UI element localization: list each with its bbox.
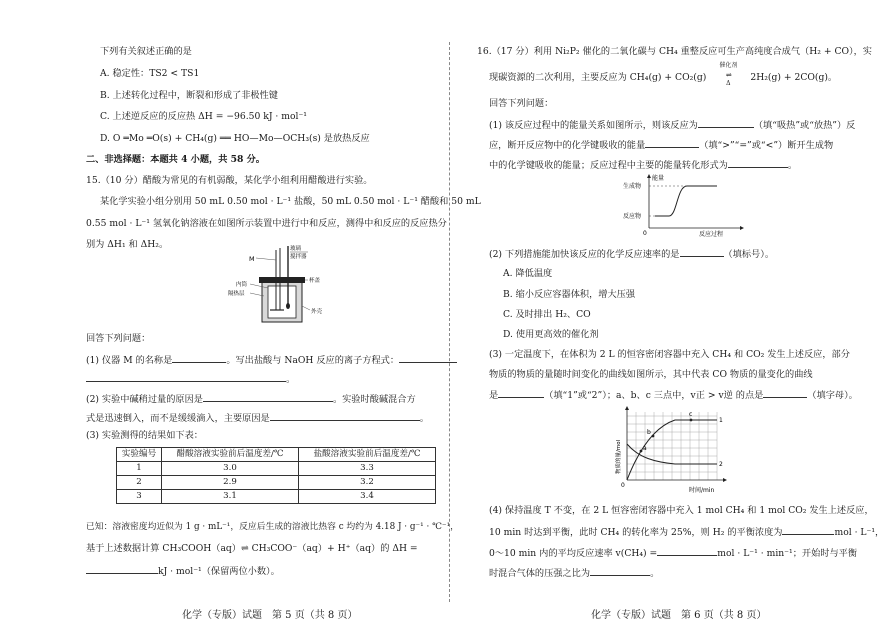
q15-known-line1: 已知：溶液密度均近似为 1 g · mL⁻¹，反应后生成的溶液比热容 c 均约为 4.18 J · g⁻¹ · ℃⁻¹， xyxy=(86,522,459,532)
table-row xyxy=(117,490,436,504)
product-level-label: 生成物 xyxy=(623,183,642,190)
table-header-cell: 实验编号 xyxy=(117,448,162,462)
equilibrium-arrows-icon: ⇌ xyxy=(725,71,731,79)
q15-line4: 别为 ΔH₁ 和 ΔH₂。 xyxy=(86,239,169,250)
results-table xyxy=(116,447,436,504)
reaction-progress-label: 反应过程 xyxy=(699,231,724,238)
q15-line2: 某化学实验小组分别用 50 mL 0.50 mol · L⁻¹ 盐酸，50 mL 0.50 mol · L⁻¹ 醋酸和 50 mL xyxy=(100,196,481,207)
q16-line2 xyxy=(489,62,838,87)
table-header-cell: 醋酸溶液实验前后温度差/℃ xyxy=(162,448,299,462)
q16-line1: 16.（17 分）利用 Ni₂P₂ 催化的二氧化碳与 CH₄ 重整反应可生产高纯度合成气（H₂ + CO），实 xyxy=(477,46,872,57)
q16-sub3-text-c: （填字母）。 xyxy=(807,390,858,401)
q16-sub2-text-a: (2) 下列措施能加快该反应的化学反应速率的是 xyxy=(489,249,680,260)
chart-x-label: 时间/min xyxy=(689,487,715,494)
q16-sub3-text-b: （填“1”或“2”）；a、b、c 三点中，v正 > v逆 的点是 xyxy=(544,390,764,401)
apparatus-label-stirrer-1: 玻璃 xyxy=(290,246,302,252)
q15-sub2-text-a: (2) 实验中碱稍过量的原因是 xyxy=(86,394,203,405)
answer-blank-endo-exo[interactable] xyxy=(698,118,754,128)
q16-sub1-text-e: 中的化学键吸收的能量；反应过程中主要的能量转化形式为 xyxy=(489,160,728,171)
answer-blank-delta-h[interactable] xyxy=(86,564,158,574)
answer-blank-co-curve[interactable] xyxy=(498,388,544,398)
q16-sub2-text-b: （填标号）。 xyxy=(723,249,775,260)
answer-blank-ionic-equation-cont[interactable] xyxy=(86,372,286,382)
answer-blank-excess-base-reason[interactable] xyxy=(203,392,333,402)
q15-sub1-text-b: 。写出盐酸与 NaOH 反应的离子方程式： xyxy=(226,355,400,366)
curve-1-label: 1 xyxy=(719,417,723,424)
q16-sub4-line2 xyxy=(489,525,884,538)
q16-sub4-end: 。 xyxy=(650,568,660,579)
table-row xyxy=(117,462,436,476)
table-cell: 2 xyxy=(117,476,162,490)
q16-sub1-text-d: （填“>”“=”或“<”）断开生成物 xyxy=(699,140,834,151)
q16-sub4-text-c: 0～10 min 内的平均反应速率 v(CH₄) = xyxy=(489,548,658,559)
q16-sub4-text-e: 时混合气体的压强之比为 xyxy=(489,568,591,579)
q14-option-c: C. 上述逆反应的反应热 ΔH = −96.50 kJ · mol⁻¹ xyxy=(100,111,307,122)
q16-sub4-text-a: 10 min 时达到平衡，此时 CH₄ 的转化率为 25%，则 H₂ 的平衡浓度为 xyxy=(489,527,783,538)
chart-y-label: 物质的量/mol xyxy=(616,439,622,474)
q15-sub1-end: 。 xyxy=(286,374,296,385)
catalyst-label: 催化剂 xyxy=(719,62,738,69)
apparatus-label-inner-cup: 内筒 xyxy=(236,282,248,288)
q16-sub1 xyxy=(489,118,855,131)
q15-line1: 15.（10 分）醋酸为常见的有机弱酸，某化学小组利用醋酸进行实验。 xyxy=(86,175,373,186)
answer-blank-instrument-name[interactable] xyxy=(172,353,226,363)
apparatus-label-shell: 外壳 xyxy=(311,309,323,315)
footer-left: 化学（专版）试题 第 5 页（共 8 页） xyxy=(182,610,358,621)
point-a-label: a xyxy=(643,445,647,452)
q15-sub2-cont xyxy=(86,411,429,424)
q15-known-line2: 基于上述数据计算 CH₃COOH（aq）⇌ CH₃COO⁻（aq）+ H⁺（aq）的 ΔH = xyxy=(86,543,418,554)
q15-known-line3-text: kJ · mol⁻¹（保留两位小数）。 xyxy=(158,566,280,577)
q15-sub2-text-c: 式是迅速倒入，而不是缓缓滴入，主要原因是 xyxy=(86,413,270,424)
q16-sub3-text-a: 是 xyxy=(489,390,499,401)
q14-option-d: D. O ═Mo ═O(s) + CH₄(g) ══ HO—Mo—OCH₃(s) 是放热反应 xyxy=(100,133,370,144)
table-cell: 3.2 xyxy=(299,476,436,490)
q16-sub3-line1: (3) 一定温度下，在体积为 2 L 的恒容密闭容器中充入 CH₄ 和 CO₂ 发生上述反应，部分 xyxy=(489,349,850,360)
amount-time-chart xyxy=(605,404,735,496)
chart-grid xyxy=(627,412,717,480)
q14-option-a: A. 稳定性：TS2 < TS1 xyxy=(100,68,200,79)
q14-intro: 下列有关叙述正确的是 xyxy=(100,46,192,57)
footer-right: 化学（专版）试题 第 6 页（共 8 页） xyxy=(591,610,767,621)
answer-blank-mixing-reason[interactable] xyxy=(270,411,420,421)
q16-sub2-option-a: A. 降低温度 xyxy=(503,268,553,279)
q16-sub3-line2: 物质的物质的量随时间变化的曲线如图所示，其中代表 CO 物质的量变化的曲线 xyxy=(489,369,813,380)
table-cell: 1 xyxy=(117,462,162,476)
point-b-label: b xyxy=(647,429,651,436)
chart-origin-label: 0 xyxy=(621,482,625,489)
catalyst-arrow xyxy=(708,62,748,87)
answer-blank-point-letters[interactable] xyxy=(763,388,807,398)
table-cell: 3.3 xyxy=(299,462,436,476)
q16-sub1-cont2 xyxy=(489,158,797,171)
heat-label: Δ xyxy=(726,80,731,87)
q16-sub4-text-b: mol · L⁻¹， xyxy=(834,527,884,538)
table-cell: 3.4 xyxy=(299,490,436,504)
q15-sub2 xyxy=(86,392,416,405)
q16-sub1-end: 。 xyxy=(787,160,798,171)
q15-sub2-end: 。 xyxy=(419,413,429,424)
q16-sub2-option-c: C. 及时排出 H₂、CO xyxy=(503,309,591,320)
answer-blank-energy-compare[interactable] xyxy=(645,138,699,148)
q16-line2-text-a: 现碳资源的二次利用，主要反应为 CH₄(g) + CO₂(g) xyxy=(489,72,707,83)
answer-blank-average-rate[interactable] xyxy=(657,546,717,556)
curve-2-label: 2 xyxy=(719,461,723,468)
answer-blank-energy-form[interactable] xyxy=(728,158,788,168)
q16-sub1-cont xyxy=(489,138,833,151)
q16-sub1-text-c: 应，断开反应物中的化学键吸收的能量 xyxy=(489,140,646,151)
answer-blank-h2-concentration[interactable] xyxy=(782,525,834,535)
table-cell: 2.9 xyxy=(162,476,299,490)
energy-diagram xyxy=(625,172,745,238)
point-a xyxy=(640,450,643,453)
apparatus-label-m: M xyxy=(249,255,255,263)
q15-sub3: (3) 实验测得的结果如下表： xyxy=(86,430,203,441)
q16-sub4-text-d: mol · L⁻¹ · min⁻¹；开始时与平衡 xyxy=(717,548,858,559)
apparatus-label-stirrer-2: 搅拌器 xyxy=(290,254,307,260)
q16-sub4-line1: (4) 保持温度 T 不变，在 2 L 恒容密闭容器中充入 1 mol CH₄ 和 1 mol CO₂ 发生上述反应， xyxy=(489,505,874,516)
table-cell: 3 xyxy=(117,490,162,504)
answer-blank-rate-measures[interactable] xyxy=(680,247,724,257)
q15-known-line3 xyxy=(86,564,280,577)
apparatus-label-insulation: 隔热层 xyxy=(228,291,245,297)
q16-sub2-option-b: B. 缩小反应容器体积，增大压强 xyxy=(503,289,636,300)
table-header-row xyxy=(117,448,436,462)
q16-sub1-text-a: (1) 该反应过程中的能量关系如图所示，则该反应为 xyxy=(489,120,698,131)
q16-sub4-line3 xyxy=(489,546,857,559)
section2-title: 二、非选择题：本题共 4 小题，共 58 分。 xyxy=(86,154,265,165)
q15-line3: 0.55 mol · L⁻¹ 氢氧化钠溶液在如图所示装置中进行中和反应，测得中和反应的反应热分 xyxy=(86,218,447,229)
q15-sub1-cont xyxy=(86,372,295,385)
q15-sub2-text-b: 。实验时酸碱混合方 xyxy=(333,394,416,405)
energy-axis-label: 能量 xyxy=(652,175,665,182)
point-c-label: c xyxy=(689,411,693,418)
q16-answer-intro: 回答下列问题： xyxy=(489,98,554,109)
q16-sub1-text-b: （填“吸热”或“放热”）反 xyxy=(753,120,856,131)
calorimeter-diagram xyxy=(222,244,332,324)
energy-origin-label: 0 xyxy=(643,230,647,237)
q16-line2-text-b: 2H₂(g) + 2CO(g)。 xyxy=(750,72,838,83)
q16-sub3-line3 xyxy=(489,388,858,401)
point-c xyxy=(690,419,693,422)
q16-sub4-line4 xyxy=(489,566,659,579)
table-row xyxy=(117,476,436,490)
apparatus-label-lid: 杯盖 xyxy=(309,278,321,284)
table-header-cell: 盐酸溶液实验前后温度差/℃ xyxy=(299,448,436,462)
exam-page-right xyxy=(435,0,884,630)
q15-answer-intro: 回答下列问题： xyxy=(86,333,151,344)
table-cell: 3.1 xyxy=(162,490,299,504)
q15-sub1-text-a: (1) 仪器 M 的名称是 xyxy=(86,355,173,366)
reactant-level-label: 反应物 xyxy=(623,213,642,220)
answer-blank-pressure-ratio[interactable] xyxy=(590,566,650,576)
q16-sub2 xyxy=(489,247,774,260)
q14-option-b: B. 上述转化过程中，断裂和形成了非极性键 xyxy=(100,90,278,101)
q15-sub1 xyxy=(86,353,457,366)
q16-sub2-option-d: D. 使用更高效的催化剂 xyxy=(503,329,599,340)
table-cell: 3.0 xyxy=(162,462,299,476)
point-b xyxy=(652,435,655,438)
